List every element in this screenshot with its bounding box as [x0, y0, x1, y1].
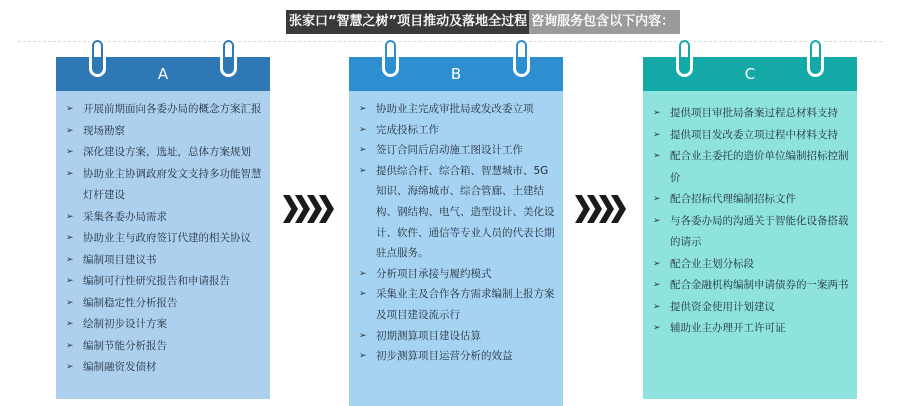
title-part-gray: 咨询服务包含以下内容： — [529, 10, 680, 34]
binder-ring-icon — [807, 37, 824, 77]
card-a-header — [56, 57, 270, 91]
list-item: ➢ 配合业主委托的造价单位编制招标控制价 — [651, 146, 849, 189]
list-item: ➢ 编制融资发债材 — [64, 357, 262, 379]
list-item: ➢ 编制稳定性分析报告 — [64, 293, 262, 315]
card-a-label: A — [157, 65, 169, 83]
list-item: ➢ 初步测算项目运营分析的效益 — [357, 346, 555, 367]
card-c-header — [643, 57, 857, 91]
list-item: ➢ 初期测算项目建设估算 — [357, 326, 555, 347]
list-item: ➢ 绘制初步设计方案 — [64, 314, 262, 336]
list-item: ➢ 提供资金使用计划建议 — [651, 297, 849, 319]
card-c-body — [643, 91, 857, 399]
list-item: ➢ 深化建设方案，选址，总体方案规划 — [64, 142, 262, 164]
list-item: ➢ 提供项目审批局备案过程总材料支持 — [651, 103, 849, 125]
card-c — [643, 57, 857, 399]
list-item: ➢ 编制项目建议书 — [64, 250, 262, 272]
list-item: ➢ 编制节能分析报告 — [64, 336, 262, 358]
card-a-list — [64, 99, 262, 379]
card-b-body — [349, 91, 563, 406]
binder-ring-icon — [220, 37, 237, 77]
list-item: ➢ 采集各委办局需求 — [64, 207, 262, 229]
list-item: ➢ 配合金融机构编制申请债券的一案两书 — [651, 275, 849, 297]
list-item: ➢ 编制可行性研究报告和申请报告 — [64, 271, 262, 293]
list-item: ➢ 与各委办局的沟通关于智能化设备搭载的请示 — [651, 211, 849, 254]
card-b — [349, 57, 563, 406]
card-a-body — [56, 91, 270, 399]
title-part-dark: 张家口“智慧之树”项目推动及落地全过程 — [286, 10, 529, 34]
list-item: ➢ 签订合同后启动施工图设计工作 — [357, 140, 555, 161]
list-item: ➢ 协助业主协调政府发文支持多功能智慧灯杆建设 — [64, 164, 262, 207]
list-item: ➢ 配合招标代理编制招标文件 — [651, 189, 849, 211]
card-a — [56, 57, 270, 399]
list-item: ➢ 提供综合杆、综合箱、智慧城市、5G知识、海绵城市、综合管廊、土建结构、钢结构、电气、造型设计、美化设计、软件、通信等专业人员的代表长期驻点服务。 — [357, 161, 555, 264]
card-c-label: C — [744, 65, 756, 83]
list-item: ➢ 现场勘察 — [64, 121, 262, 143]
list-item: ➢ 辅助业主办理开工许可证 — [651, 318, 849, 340]
binder-ring-icon — [382, 37, 399, 77]
arrow-right-icon — [575, 195, 623, 225]
card-b-header — [349, 57, 563, 91]
list-item: ➢ 采集业主及合作各方需求编制上报方案及项目建设流示行 — [357, 284, 555, 325]
list-item: ➢ 提供项目发改委立项过程中材料支持 — [651, 125, 849, 147]
binder-ring-icon — [513, 37, 530, 77]
card-c-list — [651, 103, 849, 340]
header-title — [286, 10, 680, 34]
list-item: ➢ 配合业主划分标段 — [651, 254, 849, 276]
list-item: ➢ 协助业主完成审批局或发改委立项 — [357, 99, 555, 120]
divider — [18, 41, 882, 42]
chevron-right-icon — [575, 195, 590, 223]
binder-ring-icon — [89, 37, 106, 77]
list-item: ➢ 分析项目承接与履约模式 — [357, 264, 555, 285]
binder-ring-icon — [676, 37, 693, 77]
list-item: ➢ 开展前期面向各委办局的概念方案汇报 — [64, 99, 262, 121]
list-item: ➢ 完成投标工作 — [357, 120, 555, 141]
arrow-right-icon — [283, 195, 331, 225]
list-item: ➢ 协助业主与政府签订代建的相关协议 — [64, 228, 262, 250]
chevron-right-icon — [283, 195, 298, 223]
card-b-list — [357, 99, 555, 367]
card-b-label: B — [450, 65, 462, 83]
